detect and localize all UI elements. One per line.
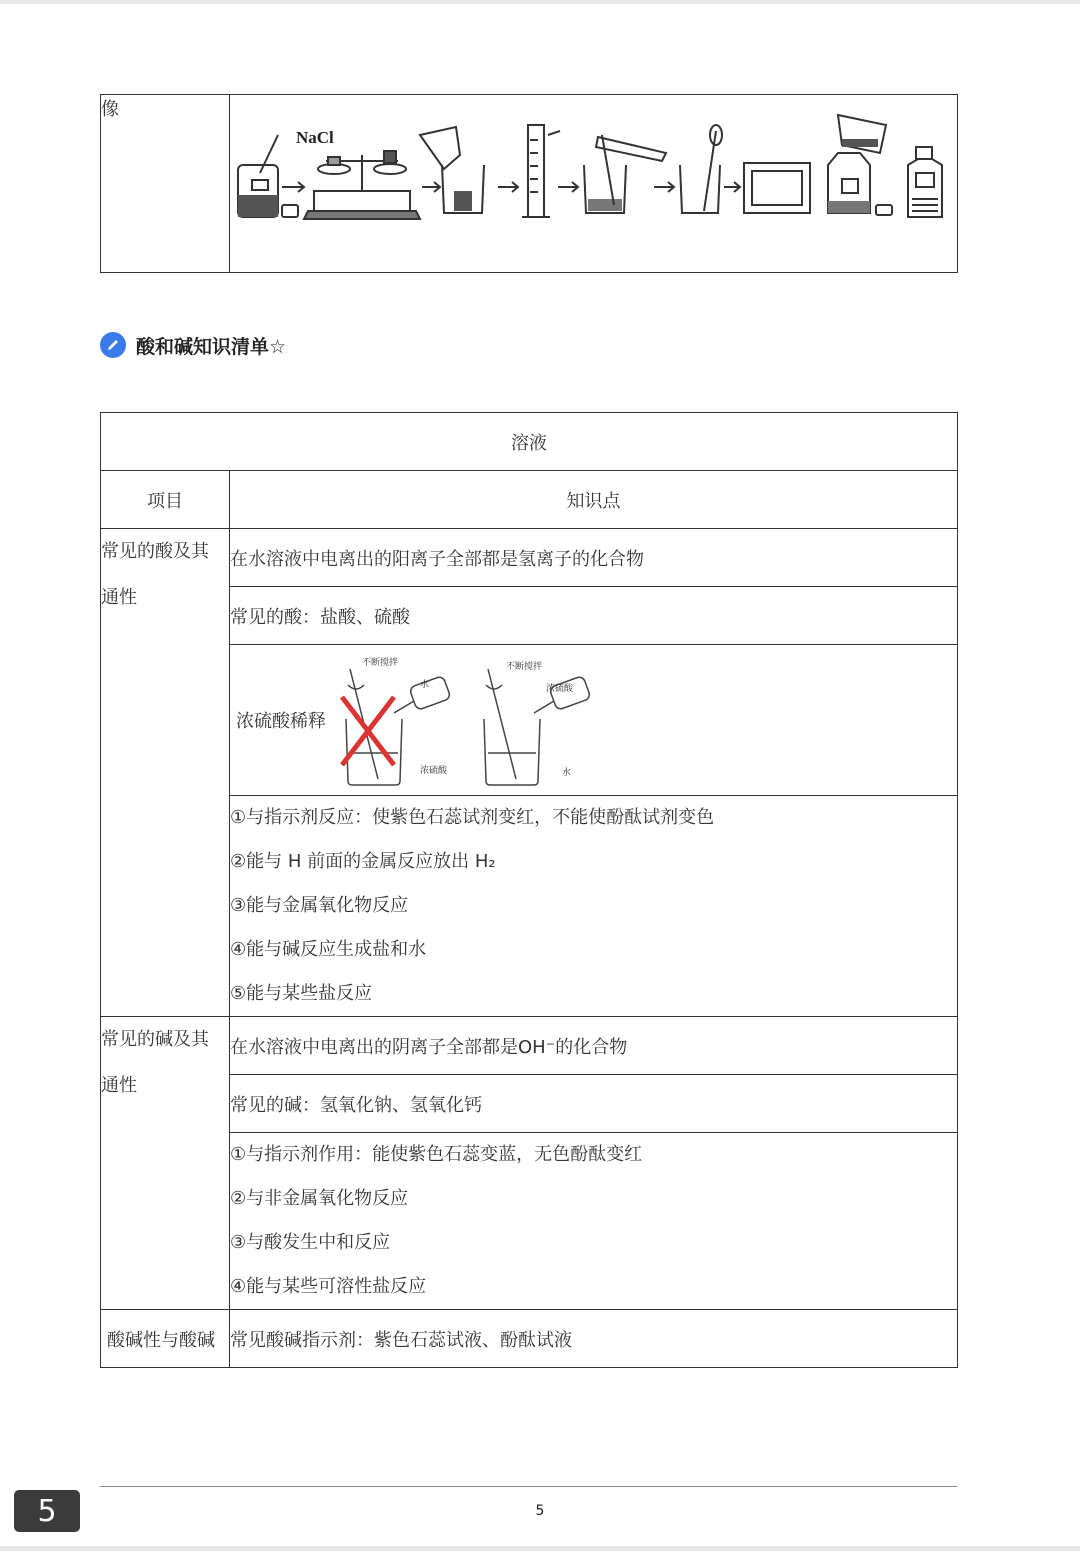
acid-dilution-cell xyxy=(230,645,958,796)
stirring-beaker-icon xyxy=(680,125,722,213)
wrong-stir-label: 不断搅拌 xyxy=(362,658,399,668)
base-common: 常见的碱：氢氧化钠、氢氧化钙 xyxy=(230,1075,958,1133)
acid-property-5: ⑤能与某些盐反应 xyxy=(230,983,373,1004)
indicator-item: 酸碱性与酸碱 xyxy=(101,1310,230,1368)
acid-property-2: ②能与 H 前面的金属反应放出 H₂ xyxy=(230,851,496,872)
page-indicator-badge: 5 xyxy=(14,1490,80,1532)
dilution-label: 浓硫酸稀释 xyxy=(236,711,326,732)
footer-page-number: 5 xyxy=(535,1503,545,1519)
section-title: 酸和碱知识清单☆ xyxy=(136,335,287,358)
image-label: 像 xyxy=(101,95,230,273)
base-property-4: ④能与某些可溶性盐反应 xyxy=(230,1276,427,1297)
wrong-acid-label: 浓硫酸 xyxy=(420,766,448,776)
base-definition: 在水溶液中电离出的阴离子全部都是OH⁻的化合物 xyxy=(230,1017,958,1075)
balance-icon xyxy=(304,151,420,219)
acid-property-1: ①与指示剂反应：使紫色石蕊试剂变红，不能使酚酞试剂变色 xyxy=(230,807,715,828)
right-water-label: 水 xyxy=(562,768,572,778)
acid-definition: 在水溶液中电离出的阳离子全部都是氢离子的化合物 xyxy=(230,529,958,587)
acid-item-cell xyxy=(101,529,230,1017)
base-property-3: ③与酸发生中和反应 xyxy=(230,1232,391,1253)
base-property-1: ①与指示剂作用：能使紫色石蕊变蓝，无色酚酞变红 xyxy=(230,1144,643,1165)
final-bottle-icon xyxy=(908,147,942,217)
column-header-knowledge: 知识点 xyxy=(230,471,958,529)
knowledge-table xyxy=(100,412,958,1368)
stopper-icon xyxy=(282,205,298,217)
top-edge xyxy=(0,0,1080,4)
indicator-text: 常见酸碱指示剂：紫色石蕊试液、酚酞试液 xyxy=(230,1310,958,1368)
right-stir-label: 不断搅拌 xyxy=(506,662,543,672)
beaker-funnel-icon xyxy=(420,127,484,213)
base-item-cell xyxy=(101,1017,230,1310)
acid-properties xyxy=(230,796,958,1017)
acid-property-4: ④能与碱反应生成盐和水 xyxy=(230,939,427,960)
base-property-2: ②与非金属氧化物反应 xyxy=(230,1188,409,1209)
nacl-label: NaCl xyxy=(296,128,334,147)
wrong-water-label: 水 xyxy=(420,680,430,690)
solution-preparation-diagram xyxy=(230,95,956,267)
base-properties xyxy=(230,1133,958,1310)
bottle-filling-icon xyxy=(828,115,892,215)
pouring-beaker-icon xyxy=(584,135,666,213)
table-header-solution: 溶液 xyxy=(101,413,958,471)
acid-item-line2: 通性 xyxy=(101,587,137,608)
bottom-edge xyxy=(0,1546,1080,1551)
section-heading xyxy=(100,330,286,360)
dilution-diagram xyxy=(334,649,614,793)
acid-common: 常见的酸：盐酸、硫酸 xyxy=(230,587,958,645)
footer-rule xyxy=(100,1486,957,1487)
right-acid-label: 浓硫酸 xyxy=(546,684,574,694)
acid-property-3: ③能与金属氧化物反应 xyxy=(230,895,409,916)
base-item-line1: 常见的碱及其 xyxy=(101,1029,209,1050)
base-item-line2: 通性 xyxy=(101,1075,137,1096)
apparatus-illustration-cell xyxy=(230,95,958,273)
correct-dilution-figure xyxy=(484,669,591,785)
graduated-cylinder-icon xyxy=(522,125,560,217)
pencil-icon xyxy=(100,332,126,358)
acid-item-line1: 常见的酸及其 xyxy=(101,541,209,562)
column-header-item: 项目 xyxy=(101,471,230,529)
apparatus-table xyxy=(100,94,958,273)
